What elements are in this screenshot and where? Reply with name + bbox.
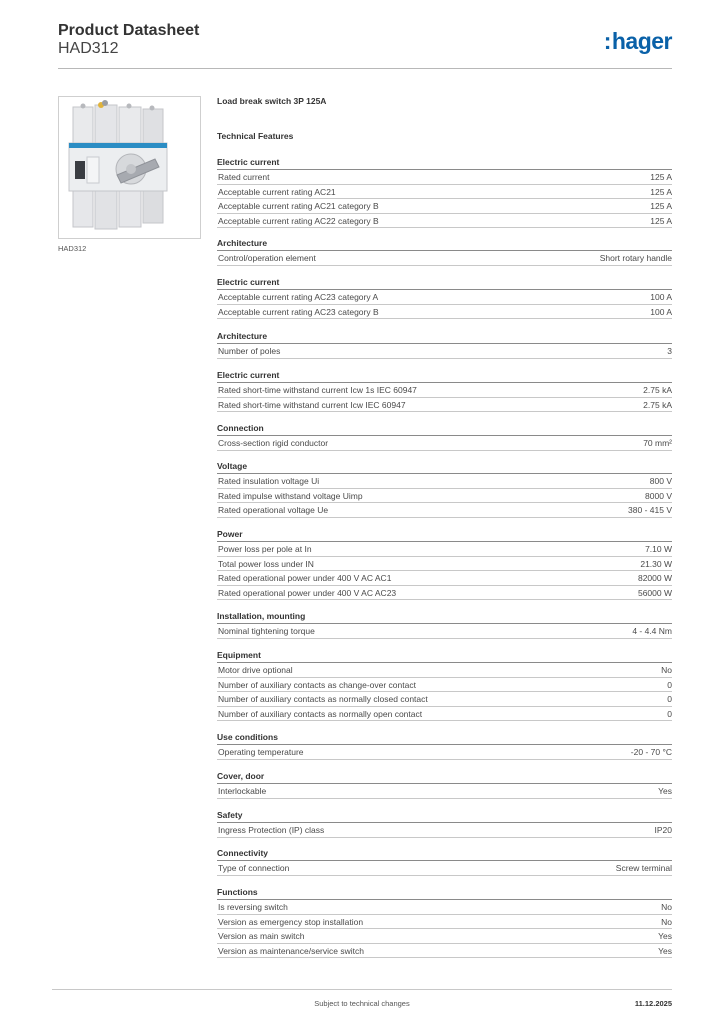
spec-label: Rated current: [218, 172, 270, 182]
section-title: Connection: [217, 422, 672, 436]
spec-row: [217, 586, 672, 601]
feature-section: [217, 528, 672, 600]
spec-label: Operating temperature: [218, 747, 304, 757]
spec-value: 100 A: [650, 292, 672, 302]
section-title: Electric current: [217, 276, 672, 290]
feature-section: [217, 369, 672, 412]
product-code: HAD312: [58, 40, 119, 57]
spec-value: IP20: [654, 825, 672, 835]
spec-label: Acceptable current rating AC21 category B: [218, 201, 379, 212]
spec-label: Version as emergency stop installation: [218, 916, 364, 927]
section-title: Cover, door: [217, 770, 672, 784]
spec-value: Screw terminal: [615, 863, 672, 873]
spec-label: Rated short-time withstand current Icw 1s IEC 60947: [218, 385, 417, 395]
image-caption: HAD312: [58, 244, 87, 253]
spec-label: Power loss per pole at In: [218, 544, 312, 554]
spec-label: Type of connection: [218, 863, 290, 873]
spec-row: [217, 823, 672, 838]
spec-value: 100 A: [650, 306, 672, 317]
hager-logo: [604, 28, 672, 55]
spec-row: [217, 199, 672, 214]
spec-label: Cross-section rigid conductor: [218, 438, 329, 448]
spec-value: 0: [667, 694, 672, 705]
spec-value: 8000 V: [645, 490, 672, 501]
section-title: Electric current: [217, 369, 672, 383]
document-title: Product Datasheet: [58, 22, 200, 39]
spec-value: 82000 W: [637, 573, 672, 584]
spec-row: [217, 474, 672, 489]
spec-row: [217, 305, 672, 320]
spec-row: [217, 290, 672, 305]
spec-label: Nominal tightening torque: [218, 626, 315, 636]
spec-value: 70 mm²: [643, 438, 672, 448]
spec-label: Rated insulation voltage Ui: [218, 476, 320, 486]
spec-value: 2.75 kA: [643, 385, 672, 395]
spec-value: Yes: [658, 786, 672, 796]
logo-dots-icon: :: [603, 28, 611, 54]
feature-section: [217, 156, 672, 228]
spec-label: Rated operational power under 400 V AC AC23: [218, 587, 397, 598]
feature-section: [217, 460, 672, 518]
spec-row: [217, 557, 672, 572]
section-title: Voltage: [217, 460, 672, 474]
spec-row: [217, 344, 672, 359]
spec-value: 56000 W: [637, 587, 672, 598]
spec-label: Acceptable current rating AC23 category B: [218, 306, 379, 317]
spec-row: [217, 915, 672, 930]
spec-label: Acceptable current rating AC23 category A: [218, 292, 379, 302]
section-title: Architecture: [217, 330, 672, 344]
spec-value: No: [661, 665, 672, 675]
section-title: Power: [217, 528, 672, 542]
feature-section: [217, 731, 672, 760]
logo-text: hager: [611, 28, 672, 54]
spec-value: Yes: [658, 945, 672, 956]
spec-value: -20 - 70 °C: [630, 747, 672, 757]
spec-row: [217, 489, 672, 504]
spec-value: 800 V: [649, 476, 672, 486]
spec-row: [217, 383, 672, 398]
spec-label: Number of auxiliary contacts as normally open contact: [218, 708, 423, 719]
product-image: [58, 96, 201, 239]
spec-row: [217, 929, 672, 944]
spec-value: 3: [667, 346, 672, 356]
spec-row: [217, 185, 672, 200]
spec-row: [217, 900, 672, 915]
spec-row: [217, 571, 672, 586]
spec-value: 125 A: [650, 186, 672, 197]
section-title: Installation, mounting: [217, 610, 672, 624]
header-divider: [58, 68, 672, 69]
spec-row: [217, 861, 672, 876]
footer-date: 11.12.2025: [634, 999, 672, 1008]
product-name: Load break switch 3P 125A: [217, 96, 327, 106]
spec-row: [217, 707, 672, 722]
spec-value: 125 A: [650, 172, 672, 182]
spec-row: [217, 170, 672, 185]
section-title: Safety: [217, 809, 672, 823]
page-header: [58, 22, 672, 72]
spec-value: 2.75 kA: [643, 399, 672, 410]
feature-section: [217, 809, 672, 838]
spec-label: Rated short-time withstand current Icw IEC 60947: [218, 399, 406, 410]
section-title: Electric current: [217, 156, 672, 170]
spec-label: Interlockable: [218, 786, 267, 796]
spec-label: Total power loss under IN: [218, 558, 314, 569]
spec-row: [217, 398, 672, 413]
spec-value: 7.10 W: [645, 544, 672, 554]
section-title: Functions: [217, 886, 672, 900]
section-title: Use conditions: [217, 731, 672, 745]
section-title: Equipment: [217, 649, 672, 663]
spec-row: [217, 784, 672, 799]
spec-value: 380 - 415 V: [628, 505, 672, 516]
spec-value: 4 - 4.4 Nm: [632, 626, 672, 636]
spec-value: Short rotary handle: [599, 253, 672, 263]
feature-section: [217, 330, 672, 359]
spec-row: [217, 624, 672, 639]
footer-note: Subject to technical changes: [314, 999, 410, 1008]
section-title: Architecture: [217, 237, 672, 251]
spec-label: Rated operational voltage Ue: [218, 505, 329, 516]
spec-label: Acceptable current rating AC22 category B: [218, 215, 379, 226]
feature-section: [217, 276, 672, 319]
feature-section: [217, 770, 672, 799]
spec-row: [217, 944, 672, 959]
spec-label: Version as main switch: [218, 931, 305, 942]
spec-value: No: [661, 902, 672, 912]
spec-row: [217, 251, 672, 266]
spec-value: No: [661, 916, 672, 927]
spec-label: Motor drive optional: [218, 665, 293, 675]
spec-label: Number of auxiliary contacts as normally closed contact: [218, 694, 428, 705]
spec-row: [217, 663, 672, 678]
spec-label: Number of auxiliary contacts as change-over contact: [218, 679, 416, 690]
spec-label: Version as maintenance/service switch: [218, 945, 364, 956]
spec-row: [217, 745, 672, 760]
feature-section: [217, 422, 672, 451]
spec-value: 0: [667, 679, 672, 690]
spec-row: [217, 503, 672, 518]
technical-features-heading: Technical Features: [217, 131, 294, 141]
feature-section: [217, 847, 672, 876]
spec-value: 0: [667, 708, 672, 719]
spec-label: Acceptable current rating AC21: [218, 186, 336, 197]
spec-label: Number of poles: [218, 346, 281, 356]
spec-label: Is reversing switch: [218, 902, 288, 912]
feature-section: [217, 610, 672, 639]
spec-value: 125 A: [650, 215, 672, 226]
spec-row: [217, 436, 672, 451]
spec-value: Yes: [658, 931, 672, 942]
load-break-switch-illustration: [59, 97, 200, 238]
spec-value: 125 A: [650, 201, 672, 212]
feature-section: [217, 237, 672, 266]
spec-row: [217, 678, 672, 693]
spec-value: 21.30 W: [640, 558, 672, 569]
feature-section: [217, 886, 672, 958]
spec-label: Rated operational power under 400 V AC AC1: [218, 573, 392, 584]
spec-row: [217, 214, 672, 229]
spec-row: [217, 542, 672, 557]
section-title: Connectivity: [217, 847, 672, 861]
spec-row: [217, 692, 672, 707]
spec-label: Rated impulse withstand voltage Uimp: [218, 490, 363, 501]
spec-label: Control/operation element: [218, 253, 316, 263]
footer-divider: [52, 989, 672, 990]
feature-section: [217, 649, 672, 721]
spec-label: Ingress Protection (IP) class: [218, 825, 325, 835]
